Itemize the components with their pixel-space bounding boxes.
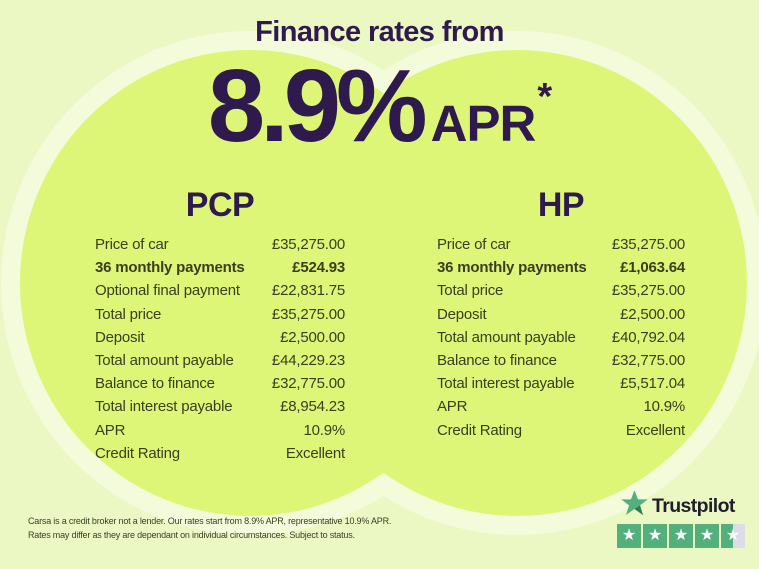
- rating-star-icon: ★: [617, 524, 641, 548]
- headline-rate: [0, 48, 759, 179]
- pcp-table: [95, 185, 345, 465]
- row-value: £44,229.23: [271, 352, 345, 370]
- pcp-heading: PCP: [185, 186, 255, 224]
- rating-star-icon: ★: [695, 524, 719, 548]
- table-row: [95, 303, 345, 326]
- disclaimer-line-2: Rates may differ as they are dependant on individual circumstances. Subject to status.: [28, 529, 355, 540]
- row-label: Total amount payable: [437, 328, 576, 346]
- row-value: £35,275.00: [271, 236, 345, 254]
- table-row: [437, 395, 685, 418]
- table-row: [95, 442, 345, 465]
- row-value: Excellent: [625, 421, 685, 439]
- row-label: 36 monthly payments: [437, 259, 587, 277]
- row-value: £40,792.04: [611, 328, 685, 346]
- row-label: Optional final payment: [95, 282, 240, 300]
- row-label: APR: [95, 421, 126, 439]
- row-label: Price of car: [437, 236, 511, 254]
- row-value: £35,275.00: [271, 305, 345, 323]
- row-label: Deposit: [95, 328, 145, 346]
- row-value: 10.9%: [303, 421, 345, 439]
- rate-value: 8.9%: [207, 48, 423, 163]
- row-label: Total interest payable: [437, 375, 575, 393]
- rating-star-icon: ★: [669, 524, 693, 548]
- rate-asterisk: *: [537, 75, 552, 118]
- banner-title: Finance rates from: [255, 16, 504, 48]
- row-label: Total price: [437, 282, 504, 300]
- table-row: [437, 303, 685, 326]
- hp-rows: [437, 233, 685, 442]
- rate-suffix: [431, 74, 551, 179]
- table-row: [437, 233, 685, 256]
- table-row: [95, 233, 345, 256]
- table-row: [95, 419, 345, 442]
- row-value: £35,275.00: [611, 282, 685, 300]
- hp-heading: HP: [537, 186, 585, 224]
- row-label: Deposit: [437, 305, 487, 323]
- row-label: Total amount payable: [95, 352, 234, 370]
- row-value: £2,500.00: [620, 305, 685, 323]
- row-value: £8,954.23: [280, 398, 345, 416]
- legal-disclaimer: [28, 515, 391, 543]
- row-value: £2,500.00: [280, 328, 345, 346]
- table-row: [95, 279, 345, 302]
- row-value: £35,275.00: [611, 236, 685, 254]
- row-value: £1,063.64: [620, 259, 685, 277]
- table-row: [95, 372, 345, 395]
- trustpilot-star-icon: [620, 489, 649, 523]
- row-value: £524.93: [292, 259, 345, 277]
- table-row: [437, 419, 685, 442]
- trustpilot-rating-stars: [617, 524, 745, 548]
- row-value: £22,831.75: [271, 282, 345, 300]
- row-value: Excellent: [285, 444, 345, 462]
- rate-apr-label: APR: [430, 95, 536, 152]
- row-label: APR: [437, 398, 468, 416]
- pcp-rows: [95, 233, 345, 465]
- trustpilot-logo: [620, 489, 735, 523]
- table-row: [95, 395, 345, 418]
- row-label: Balance to finance: [95, 375, 215, 393]
- table-row: [437, 349, 685, 372]
- row-label: Total interest payable: [95, 398, 233, 416]
- row-label: 36 monthly payments: [95, 259, 245, 277]
- row-label: Credit Rating: [95, 444, 180, 462]
- table-row: [437, 279, 685, 302]
- row-label: Credit Rating: [437, 421, 522, 439]
- table-row: [437, 256, 685, 279]
- disclaimer-line-1: Carsa is a credit broker not a lender. Our rates start from 8.9% APR, representative 10.9% APR.: [28, 516, 392, 526]
- hp-table: [437, 185, 685, 442]
- rating-star-icon: ★: [643, 524, 667, 548]
- row-value: £32,775.00: [271, 375, 345, 393]
- table-row: [95, 349, 345, 372]
- table-row: [95, 256, 345, 279]
- row-value: £5,517.04: [620, 375, 685, 393]
- row-value: 10.9%: [643, 398, 685, 416]
- table-row: [437, 326, 685, 349]
- row-label: Total price: [95, 305, 162, 323]
- row-label: Balance to finance: [437, 352, 557, 370]
- trustpilot-wordmark: Trustpilot: [652, 494, 735, 517]
- row-value: £32,775.00: [611, 352, 685, 370]
- table-row: [437, 372, 685, 395]
- table-row: [95, 326, 345, 349]
- rating-half-star-icon: ★: [721, 524, 745, 548]
- row-label: Price of car: [95, 236, 169, 254]
